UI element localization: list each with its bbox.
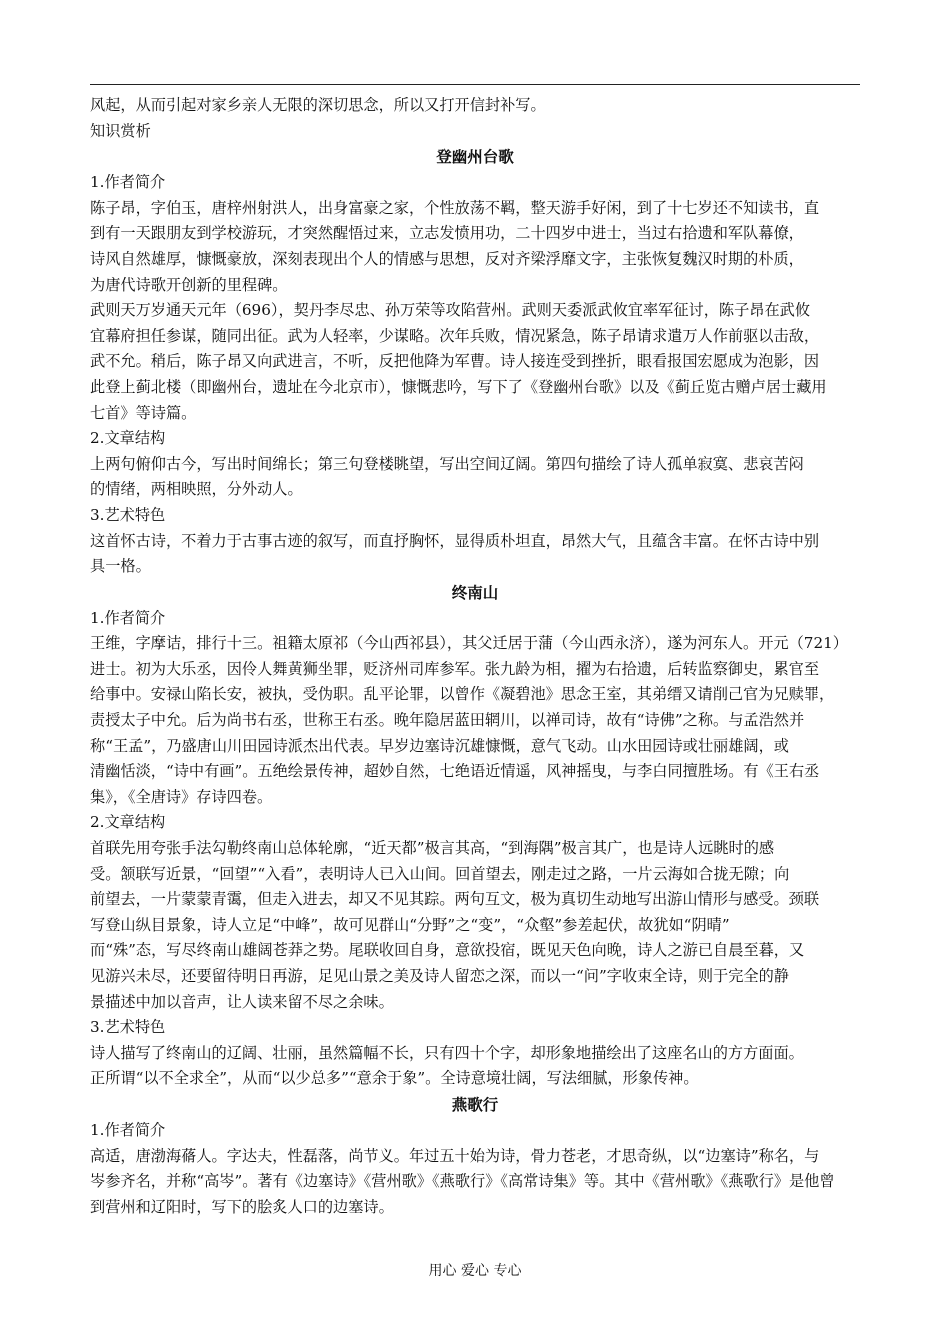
paragraph-line: 高适，唐渤海蓨人。字达夫，性磊落，尚节义。年过五十始为诗，骨力苍老，才思奇纵，以“边塞诗”称名，与 [90, 1146, 820, 1165]
subsection-heading: 2.文章结构 [90, 813, 166, 832]
paragraph-line: 诗风自然雄厚，慷慨豪放，深刻表现出个人的情感与思想，反对齐梁浮靡文字，主张恢复魏汉时期的朴质， [90, 249, 804, 268]
subsection-heading: 3.艺术特色 [90, 505, 166, 524]
section-label: 知识赏析 [90, 121, 151, 140]
paragraph-line: 进士。初为大乐丞，因伶人舞黄狮坐罪，贬济州司库参军。张九龄为相，擢为右拾遗，后转监察御史，累官至 [90, 659, 819, 678]
page-footer: 用心 爱心 专心 [428, 1263, 522, 1279]
header-rule [90, 84, 860, 85]
paragraph-line: 前望去，一片蒙蒙青霭，但走入进去，却又不见其踪。两句互文，极为真切生动地写出游山情形与感受。颈联 [90, 890, 819, 909]
paragraph-line: 岑参齐名，并称“高岑”。著有《边塞诗》《营州歌》《燕歌行》《高常诗集》等。其中《营州歌》《燕歌行》是他曾 [90, 1172, 835, 1191]
paragraph-line: 而“殊”态，写尽终南山雄阔苍莽之势。尾联收回自身，意欲投宿，既见天色向晚，诗人之游已自晨至暮，又 [90, 941, 805, 960]
paragraph-line: 七首》等诗篇。 [90, 403, 197, 422]
paragraph-line: 为唐代诗歌开创新的里程碑。 [90, 275, 288, 294]
paragraph-line: 写登山纵目景象，诗人立足“中峰”，故可见群山“分野”之“变”，“众壑”参差起伏，故犹如“阴晴” [90, 915, 730, 934]
subsection-heading: 3.艺术特色 [90, 1018, 166, 1037]
paragraph-line: 给事中。安禄山陷长安，被执，受伪职。乱平论罪，以曾作《凝碧池》思念王室，其弟缙又请削己官为兄赎罪， [90, 685, 835, 704]
subsection-heading: 1.作者简介 [90, 1120, 166, 1139]
paragraph-line: 陈子昂，字伯玉，唐梓州射洪人，出身富豪之家，个性放荡不羁，整天游手好闲，到了十七岁还不知读书，直 [90, 198, 819, 217]
paragraph-line: 到有一天跟朋友到学校游玩，才突然醒悟过来，立志发愤用功，二十四岁中进士，当过右拾遗和军队幕僚， [90, 224, 804, 243]
subsection-heading: 2.文章结构 [90, 429, 166, 448]
paragraph-line: 清幽恬淡，“诗中有画”。五绝绘景传神，超妙自然，七绝语近情遥，风神摇曳，与李白同擅胜场。有《王右丞 [90, 762, 820, 781]
paragraph-line: 王维，字摩诘，排行十三。祖籍太原祁（今山西祁县），其父迁居于蒲（今山西永济），遂为河东人。开元（721） [90, 634, 848, 653]
poem-section [90, 1092, 860, 1220]
intro-line: 风起，从而引起对家乡亲人无限的深切思念，所以又打开信封补写。 [90, 96, 546, 114]
poem-section [90, 144, 860, 580]
paragraph-line: 到营州和辽阳时，写下的脍炙人口的边塞诗。 [90, 1197, 394, 1216]
subsection-heading: 1.作者简介 [90, 173, 166, 192]
poem-sections [90, 144, 860, 1220]
poem-title: 终南山 [451, 582, 499, 602]
document-body [90, 93, 860, 1220]
paragraph-line: 武不允。稍后，陈子昂又向武进言，不听，反把他降为军曹。诗人接连受到挫折，眼看报国宏愿成为泡影，因 [90, 352, 819, 371]
paragraph-line: 诗人描写了终南山的辽阔、壮丽，虽然篇幅不长，只有四十个字，却形象地描绘出了这座名山的方方面面。 [90, 1043, 804, 1062]
poem-section [90, 580, 860, 1092]
paragraph-line: 此登上蓟北楼（即幽州台，遗址在今北京市），慷慨悲吟，写下了《登幽州台歌》以及《蓟丘览古赠卢居士藏用 [90, 377, 827, 396]
paragraph-line: 上两句俯仰古今，写出时间绵长；第三句登楼眺望，写出空间辽阔。第四句描绘了诗人孤单寂寞、悲哀苦闷 [90, 454, 804, 473]
paragraph-line: 景描述中加以音声，让人读来留不尽之余味。 [90, 992, 394, 1011]
paragraph-line: 责授太子中允。后为尚书右丞，世称王右丞。晚年隐居蓝田辋川，以禅司诗，故有“诗佛”之称。与孟浩然并 [90, 711, 805, 730]
paragraph-line: 的情绪，两相映照，分外动人。 [90, 480, 303, 499]
subsection-heading: 1.作者简介 [90, 608, 166, 627]
paragraph-line: 宜幕府担任参谋，随同出征。武为人轻率，少谋略。次年兵败，情况紧急，陈子昂请求遣万人作前驱以击敌， [90, 326, 819, 345]
paragraph-line: 首联先用夸张手法勾勒终南山总体轮廓，“近天都”极言其高，“到海隅”极言其广，也是诗人远眺时的感 [90, 839, 775, 858]
poem-title: 燕歌行 [451, 1094, 499, 1114]
paragraph-line: 集》，《全唐诗》存诗四卷。 [90, 787, 273, 806]
paragraph-line: 见游兴未尽，还要留待明日再游，足见山景之美及诗人留恋之深，而以一“问”字收束全诗，则于完全的静 [90, 967, 789, 985]
paragraph-line: 正所谓“以不全求全”，从而“以少总多”“意余于象”。全诗意境壮阔，写法细腻，形象传神。 [90, 1069, 699, 1088]
paragraph-line: 受。颔联写近景，“回望”“入看”，表明诗人已入山间。回首望去，刚走过之路，一片云海如合拢无隙；向 [90, 864, 790, 883]
paragraph-line: 武则天万岁通天元年（696），契丹李尽忠、孙万荣等攻陷营州。武则天委派武攸宜率军征讨，陈子昂在武攸 [90, 301, 811, 320]
paragraph-line: 称“王孟”，乃盛唐山川田园诗派杰出代表。早岁边塞诗沉雄慷慨，意气飞动。山水田园诗或壮丽雄阔，或 [90, 736, 789, 755]
poem-title: 登幽州台歌 [436, 147, 514, 167]
paragraph-line: 具一格。 [90, 557, 151, 576]
paragraph-line: 这首怀古诗，不着力于古事古迹的叙写，而直抒胸怀，显得质朴坦直，昂然大气，且蕴含丰富。在怀古诗中别 [90, 531, 819, 550]
